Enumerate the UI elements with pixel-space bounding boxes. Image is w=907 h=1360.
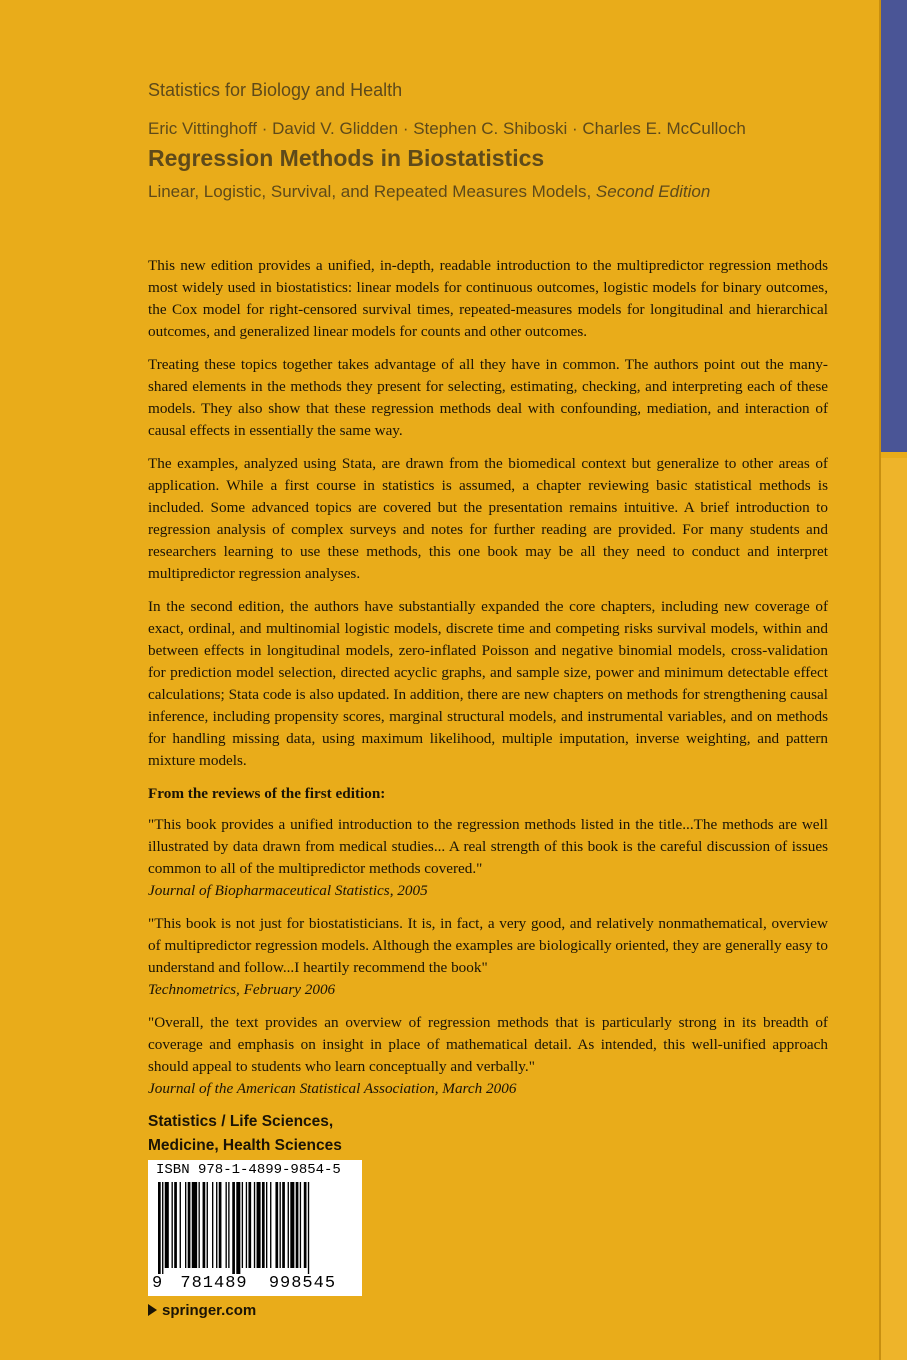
barcode-bar: [246, 1182, 247, 1268]
barcode-bar: [257, 1182, 261, 1268]
barcode-bar: [300, 1182, 301, 1268]
isbn-text: ISBN 978-1-4899-9854-5: [156, 1162, 341, 1178]
barcode-bar: [248, 1182, 251, 1268]
publisher-website: springer.com: [162, 1302, 257, 1319]
review-1: [148, 814, 828, 902]
barcode-bar: [288, 1182, 289, 1268]
review-1-quote: "This book provides a unified introduction to the regression methods listed in the title...The methods are well illustrated by data drawn from medical studies... A real strength of this book is the careful discussion of issues common to all of the multipredictor methods covered.": [148, 816, 828, 877]
barcode-bar: [207, 1182, 208, 1268]
reviews-heading: From the reviews of the first edition:: [148, 785, 386, 802]
barcode-bar: [203, 1182, 206, 1268]
barcode-bar: [199, 1182, 200, 1268]
barcode-bar: [228, 1182, 229, 1268]
publisher-link[interactable]: [148, 1302, 256, 1319]
barcode-bar: [180, 1182, 181, 1268]
barcode: [148, 1160, 362, 1296]
ean-digits: [152, 1274, 358, 1293]
barcode-bar: [242, 1182, 243, 1268]
authors: Eric Vittinghoff · David V. Glidden · Stephen C. Shiboski · Charles E. McCulloch: [148, 119, 746, 138]
subtitle-main: Linear, Logistic, Survival, and Repeated Measures Models,: [148, 182, 592, 201]
barcode-bar: [232, 1182, 235, 1274]
ean-group-2: 998545: [268, 1274, 337, 1293]
review-3-source: Journal of the American Statistical Association, March 2006: [148, 1080, 517, 1097]
ean-first-digit: 9: [152, 1274, 164, 1293]
category-line-2: Medicine, Health Sciences: [148, 1137, 342, 1154]
ean-group-1: 781489: [180, 1274, 248, 1293]
subtitle-edition: Second Edition: [595, 182, 711, 201]
barcode-bar: [162, 1182, 163, 1274]
barcode-bar: [174, 1182, 177, 1268]
paragraph-2: Treating these topics together takes advantage of all they have in common. The authors point out the many-shared elements in the methods they present for selecting, estimating, checking, and interpreting each of these models. They also show that these regression methods deal with confounding, mediation, and interaction of causal effects in essentially the same way.: [148, 356, 828, 439]
barcode-bar: [266, 1182, 267, 1268]
barcode-bar: [308, 1182, 309, 1274]
description-body: [148, 255, 828, 1111]
review-3: [148, 1012, 828, 1100]
review-2-source: Technometrics, February 2006: [148, 981, 336, 998]
barcode-bar: [158, 1182, 161, 1274]
book-title: Regression Methods in Biostatistics: [148, 145, 545, 171]
barcode-bar: [304, 1182, 307, 1268]
barcode-bar: [216, 1182, 217, 1268]
barcode-bar: [165, 1182, 169, 1268]
spine-blue-band: [881, 0, 907, 452]
barcode-bar: [212, 1182, 213, 1268]
barcode-bar: [192, 1182, 197, 1268]
category-line-1: Statistics / Life Sciences,: [148, 1113, 334, 1130]
barcode-bar: [172, 1182, 173, 1268]
paragraph-1: This new edition provides a unified, in-depth, readable introduction to the multipredictor regression methods most widely used in biostatistics: linear models for continuous outcomes, logistic models for binary outcomes, the Cox model for right-censored survival times, repeated-measures models for longitudinal and hierarchical outcomes, and generalized linear models for counts and other outcomes.: [148, 257, 828, 340]
review-2: [148, 913, 828, 1001]
barcode-bar: [188, 1182, 191, 1268]
subject-category: [148, 1110, 342, 1158]
paragraph-4: In the second edition, the authors have substantially expanded the core chapters, including new coverage of exact, ordinal, and multinomial logistic models, discrete time and competing risks survival models, within and between effects in longitudinal models, zero-inflated Poisson and negative binomial models, cross-validation for prediction model selection, directed acyclic graphs, and sample size, power and minimum detectable effect calculations; Stata code is also updated. In addition, there are new chapters on methods for strengthening causal inference, including propensity scores, marginal structural models, and instrumental variables, and on methods for handling missing data, using maximum likelihood, multiple imputation, inverse weighting, and pattern mixture models.: [148, 598, 828, 769]
arrow-right-icon: [148, 1304, 157, 1316]
review-3-quote: "Overall, the text provides an overview of regression methods that is particularly strong in its breadth of coverage and emphasis on insight in place of mathematical detail. As intended, this well-unified approach should appeal to students who learn conceptually and verbally.": [148, 1014, 828, 1075]
barcode-bars-icon: [158, 1182, 354, 1274]
book-subtitle: [148, 182, 710, 202]
series-name: Statistics for Biology and Health: [148, 80, 403, 100]
barcode-bar: [262, 1182, 265, 1268]
barcode-bar: [280, 1182, 281, 1268]
barcode-bar: [226, 1182, 227, 1268]
barcode-bar: [219, 1182, 222, 1268]
barcode-bar: [296, 1182, 299, 1268]
barcode-bar: [254, 1182, 255, 1268]
barcode-bar: [282, 1182, 285, 1268]
review-2-quote: "This book is not just for biostatisticians. It is, in fact, a very good, and relatively nonmathematical, overview of multipredictor regression models. Although the examples are biologically oriented, they are generally easy to understand and follow...I heartily recommend the book": [148, 915, 828, 976]
barcode-bar: [270, 1182, 271, 1268]
barcode-bar: [185, 1182, 186, 1268]
review-1-source: Journal of Biopharmaceutical Statistics, 2005: [148, 882, 428, 899]
barcode-bar: [236, 1182, 240, 1274]
paragraph-3: The examples, analyzed using Stata, are drawn from the biomedical context but generalize to other areas of application. While a first course in statistics is assumed, a chapter reviewing basic statistical methods is included. Some advanced topics are covered but the presentation remains intuitive. A brief introduction to regression analysis of complex surveys and notes for further reading are provided. For many students and researchers learning to use these methods, this one book may be all they need to conduct and interpret multipredictor regression analyses.: [148, 455, 828, 582]
spine-light-band: [881, 458, 907, 1360]
barcode-bar: [290, 1182, 294, 1268]
barcode-bar: [275, 1182, 278, 1268]
